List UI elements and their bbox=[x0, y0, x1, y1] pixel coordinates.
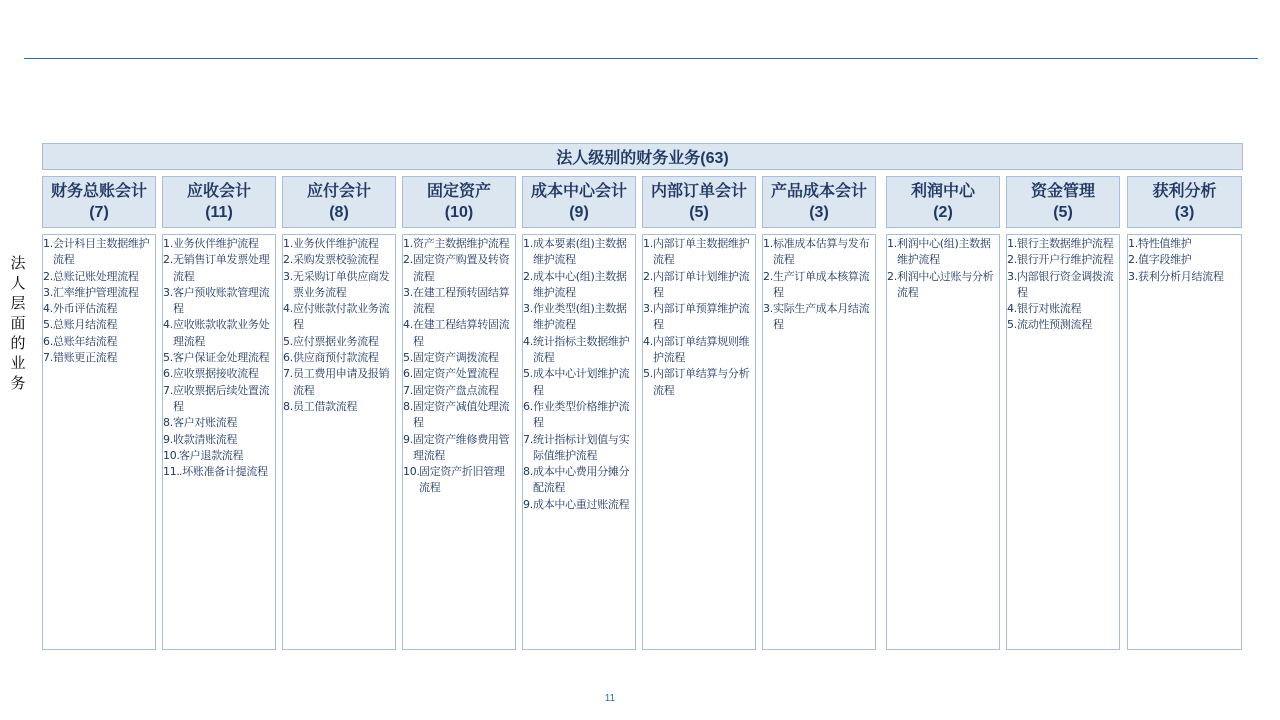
process-list-item: 6. 供应商预付款流程 bbox=[283, 351, 379, 365]
process-item-text: 成本中心费用分摊分配流程 bbox=[533, 465, 630, 495]
category-header bbox=[42, 176, 156, 228]
process-list-item: 1. 内部订单主数据维护流程 bbox=[643, 237, 750, 267]
process-list-item: 2. 总账记账处理流程 bbox=[43, 269, 139, 283]
process-item-text: .坏账准备计提流程 bbox=[179, 465, 268, 479]
process-item-text: 成本中心计划维护流程 bbox=[533, 367, 630, 397]
process-list-item: 8. 固定资产减值处理流程 bbox=[403, 399, 510, 430]
process-list-box bbox=[162, 234, 276, 650]
process-item-text: 客户预收账款管理流程 bbox=[173, 285, 270, 316]
process-list-box bbox=[1127, 234, 1242, 650]
process-item-text: 流动性预测流程 bbox=[1017, 318, 1092, 332]
process-list-item: 6. 应收票据接收流程 bbox=[163, 367, 259, 381]
process-list-item: 10. 固定资产折旧管理流程 bbox=[403, 465, 505, 495]
process-item-text: 总账年结流程 bbox=[53, 334, 118, 348]
process-item-text: 统计指标主数据维护流程 bbox=[533, 334, 630, 365]
process-list-item: 4. 外币评估流程 bbox=[43, 302, 118, 316]
process-item-text: 外币评估流程 bbox=[53, 302, 118, 316]
category-title: 获利分析 bbox=[1152, 183, 1217, 200]
category-title: 资金管理 bbox=[1030, 183, 1095, 200]
process-list-item: 8. 员工借款流程 bbox=[283, 399, 358, 413]
process-item-text: 实际生产成本月结流程 bbox=[773, 302, 870, 332]
banner-title: 法人级别的财务业务(63) bbox=[42, 143, 1243, 170]
category-header bbox=[1127, 176, 1242, 228]
process-item-text: 标准成本估算与发布流程 bbox=[773, 237, 870, 267]
category-header bbox=[762, 176, 876, 228]
process-item-text: 固定资产维修费用管理流程 bbox=[413, 432, 510, 462]
process-list-box bbox=[402, 234, 516, 650]
process-item-text: 成本要素(组)主数据维护流程 bbox=[533, 237, 627, 267]
side-label-char: 层 bbox=[10, 294, 26, 312]
process-list-item: 1. 业务伙伴维护流程 bbox=[283, 237, 379, 250]
process-list-item: 4. 应付账款付款业务流程 bbox=[283, 302, 390, 332]
side-label-char: 务 bbox=[10, 374, 26, 392]
process-list-item: 6. 总账年结流程 bbox=[43, 334, 118, 348]
process-item-text: 固定资产减值处理流程 bbox=[413, 399, 510, 430]
process-list-item: 9. 收款清账流程 bbox=[163, 432, 238, 446]
process-list-item: 8. 客户对账流程 bbox=[163, 416, 238, 430]
process-list-box bbox=[762, 234, 876, 650]
process-item-text: 总账月结流程 bbox=[53, 318, 118, 332]
category-header bbox=[522, 176, 636, 228]
process-item-text: 利润中心(组)主数据维护流程 bbox=[897, 237, 991, 267]
process-item-text: 内部订单计划维护流程 bbox=[653, 269, 750, 299]
process-item-text: 作业类型(组)主数据维护流程 bbox=[533, 302, 627, 332]
process-item-text: 业务伙伴维护流程 bbox=[293, 237, 379, 250]
category-title: 产品成本会计 bbox=[770, 183, 867, 200]
process-list-item: 2. 值字段维护 bbox=[1128, 253, 1192, 267]
process-item-text: 收款清账流程 bbox=[173, 432, 238, 446]
process-list-item: 4. 在建工程结算转固流程 bbox=[403, 318, 510, 348]
process-item-text: 固定资产购置及转资流程 bbox=[413, 253, 510, 283]
process-list-item: 5. 内部订单结算与分析流程 bbox=[643, 367, 750, 397]
category-header bbox=[886, 176, 1000, 228]
process-list-item: 9. 成本中心重过账流程 bbox=[523, 497, 630, 511]
process-item-text: 内部订单结算与分析流程 bbox=[653, 367, 750, 397]
process-list-item: 2. 银行开户行维护流程 bbox=[1007, 253, 1114, 267]
process-list-item: 5. 流动性预测流程 bbox=[1007, 318, 1092, 332]
process-list-item: 6. 固定资产处置流程 bbox=[403, 367, 499, 381]
category-title: 固定资产 bbox=[426, 183, 491, 200]
process-item-text: 供应商预付款流程 bbox=[293, 351, 379, 365]
process-list-item: 3. 内部订单预算维护流程 bbox=[643, 302, 750, 332]
process-item-text: 在建工程预转固结算流程 bbox=[413, 285, 510, 316]
process-list-item: 7. 应收票据后续处置流程 bbox=[163, 383, 270, 413]
process-list-item: 2. 固定资产购置及转资流程 bbox=[403, 253, 510, 283]
side-label-char: 面 bbox=[10, 314, 26, 332]
process-item-text: 应收票据后续处置流程 bbox=[173, 383, 270, 413]
category-header bbox=[402, 176, 516, 228]
process-item-text: 在建工程结算转固流程 bbox=[413, 318, 510, 348]
category-count: (5) bbox=[689, 204, 709, 221]
category-title: 利润中心 bbox=[910, 183, 975, 200]
category-title: 财务总账会计 bbox=[50, 183, 147, 200]
process-list-item: 4. 应收账款收款业务处理流程 bbox=[163, 318, 270, 348]
process-item-text: 银行对账流程 bbox=[1017, 302, 1082, 316]
category-title: 应收会计 bbox=[186, 183, 251, 200]
top-divider bbox=[24, 58, 1258, 59]
process-list-item: 1. 会计科目主数据维护流程 bbox=[43, 237, 150, 267]
process-item-text: 值字段维护 bbox=[1138, 253, 1192, 267]
process-item-text: 统计指标计划值与实际值维护流程 bbox=[533, 432, 630, 462]
category-title: 成本中心会计 bbox=[530, 183, 627, 200]
process-list-box bbox=[522, 234, 636, 650]
category-header bbox=[642, 176, 756, 228]
category-column bbox=[1006, 176, 1120, 650]
process-item-text: 固定资产盘点流程 bbox=[413, 383, 499, 397]
process-item-text: 业务伙伴维护流程 bbox=[173, 237, 259, 250]
category-header bbox=[162, 176, 276, 228]
category-count: (7) bbox=[89, 204, 109, 221]
process-item-text: 银行开户行维护流程 bbox=[1017, 253, 1114, 267]
process-list-item: 3. 获利分析月结流程 bbox=[1128, 269, 1224, 283]
process-list-item: 2. 无销售订单发票处理流程 bbox=[163, 253, 270, 283]
process-item-text: 资产主数据维护流程 bbox=[413, 237, 510, 250]
process-list-item: 8. 成本中心费用分摊分配流程 bbox=[523, 465, 630, 495]
category-column bbox=[886, 176, 1000, 650]
process-item-text: 总账记账处理流程 bbox=[53, 269, 139, 283]
process-item-text: 固定资产处置流程 bbox=[413, 367, 499, 381]
process-list-item: 1. 标准成本估算与发布流程 bbox=[763, 237, 870, 267]
side-label-char: 人 bbox=[10, 274, 26, 292]
process-list-item: 3. 无采购订单供应商发票业务流程 bbox=[283, 269, 390, 299]
process-item-text: 内部订单主数据维护流程 bbox=[653, 237, 750, 267]
process-list-box bbox=[42, 234, 156, 650]
process-item-text: 采购发票校验流程 bbox=[293, 253, 379, 267]
process-item-text: 无采购订单供应商发票业务流程 bbox=[293, 269, 390, 299]
process-list-box bbox=[1006, 234, 1120, 650]
side-label bbox=[8, 253, 28, 393]
process-item-text: 银行主数据维护流程 bbox=[1017, 237, 1114, 250]
process-item-text: 固定资产折旧管理流程 bbox=[419, 465, 505, 495]
process-item-text: 应付账款付款业务流程 bbox=[293, 302, 390, 332]
category-column bbox=[522, 176, 636, 650]
process-item-text: 应收票据接收流程 bbox=[173, 367, 259, 381]
process-item-text: 内部订单预算维护流程 bbox=[653, 302, 750, 332]
category-count: (9) bbox=[569, 204, 589, 221]
category-column bbox=[42, 176, 156, 650]
side-label-char: 的 bbox=[10, 334, 26, 352]
side-label-char: 业 bbox=[10, 354, 26, 372]
process-list-item: 7. 错账更正流程 bbox=[43, 351, 118, 365]
category-column bbox=[1127, 176, 1242, 650]
process-list-item: 11. .坏账准备计提流程 bbox=[163, 465, 268, 479]
process-item-text: 员工借款流程 bbox=[293, 399, 358, 413]
process-list-item: 3. 在建工程预转固结算流程 bbox=[403, 285, 510, 316]
process-list-item: 2. 成本中心(组)主数据维护流程 bbox=[523, 269, 627, 299]
process-list-item: 5. 固定资产调拨流程 bbox=[403, 351, 499, 365]
category-count: (3) bbox=[809, 204, 829, 221]
process-item-text: 作业类型价格维护流程 bbox=[533, 399, 630, 430]
category-count: (11) bbox=[205, 204, 233, 221]
process-item-text: 成本中心(组)主数据维护流程 bbox=[533, 269, 627, 299]
process-list-item: 1. 利润中心(组)主数据维护流程 bbox=[887, 237, 991, 267]
category-count: (2) bbox=[933, 204, 953, 221]
process-item-text: 获利分析月结流程 bbox=[1138, 269, 1224, 283]
category-count: (3) bbox=[1174, 204, 1195, 221]
process-list-item: 1. 资产主数据维护流程 bbox=[403, 237, 510, 250]
page-number: 11 bbox=[604, 693, 616, 704]
process-list-item: 1. 特性值维护 bbox=[1128, 237, 1192, 250]
category-header bbox=[282, 176, 396, 228]
process-item-text: 利润中心过账与分析流程 bbox=[897, 269, 994, 299]
process-list-item: 3. 客户预收账款管理流程 bbox=[163, 285, 270, 316]
process-item-text: 特性值维护 bbox=[1138, 237, 1192, 250]
process-list-item: 1. 业务伙伴维护流程 bbox=[163, 237, 259, 250]
process-item-text: 客户保证金处理流程 bbox=[173, 351, 270, 365]
process-list-item: 3. 作业类型(组)主数据维护流程 bbox=[523, 302, 627, 332]
process-list-item: 10. 客户退款流程 bbox=[163, 448, 244, 462]
process-item-text: 无销售订单发票处理流程 bbox=[173, 253, 270, 283]
category-title: 应付会计 bbox=[306, 183, 371, 200]
process-item-text: 成本中心重过账流程 bbox=[533, 497, 630, 511]
process-list-item: 7. 员工费用申请及报销流程 bbox=[283, 367, 390, 397]
category-column bbox=[642, 176, 756, 650]
process-list-item: 6. 作业类型价格维护流程 bbox=[523, 399, 630, 430]
process-list-item: 4. 银行对账流程 bbox=[1007, 302, 1082, 316]
process-item-text: 固定资产调拨流程 bbox=[413, 351, 499, 365]
process-list-item: 5. 成本中心计划维护流程 bbox=[523, 367, 630, 397]
process-list-item: 3. 内部银行资金调拨流程 bbox=[1007, 269, 1114, 299]
category-column bbox=[402, 176, 516, 650]
process-list-item: 3. 实际生产成本月结流程 bbox=[763, 302, 870, 332]
process-list-item: 3. 汇率维护管理流程 bbox=[43, 285, 139, 299]
category-title: 内部订单会计 bbox=[650, 183, 747, 200]
process-list-item: 2. 生产订单成本核算流程 bbox=[763, 269, 870, 299]
process-item-text: 应收账款收款业务处理流程 bbox=[173, 318, 270, 348]
process-list-box bbox=[886, 234, 1000, 650]
process-list-item: 1. 银行主数据维护流程 bbox=[1007, 237, 1114, 250]
process-item-text: 员工费用申请及报销流程 bbox=[293, 367, 390, 397]
process-item-text: 应付票据业务流程 bbox=[293, 334, 379, 348]
category-count: (8) bbox=[329, 204, 349, 221]
category-count: (10) bbox=[444, 204, 474, 221]
process-list-item: 1. 成本要素(组)主数据维护流程 bbox=[523, 237, 627, 267]
process-list-item: 2. 利润中心过账与分析流程 bbox=[887, 269, 994, 299]
process-item-text: 会计科目主数据维护流程 bbox=[53, 237, 150, 267]
category-column bbox=[162, 176, 276, 650]
process-list-item: 4. 内部订单结算规则维护流程 bbox=[643, 334, 750, 365]
process-item-text: 内部订单结算规则维护流程 bbox=[653, 334, 750, 365]
process-list-item: 2. 采购发票校验流程 bbox=[283, 253, 379, 267]
process-list-item: 2. 内部订单计划维护流程 bbox=[643, 269, 750, 299]
process-list-item: 7. 统计指标计划值与实际值维护流程 bbox=[523, 432, 630, 462]
process-item-text: 客户退款流程 bbox=[179, 448, 244, 462]
process-list-item: 5. 应付票据业务流程 bbox=[283, 334, 379, 348]
process-item-text: 客户对账流程 bbox=[173, 416, 238, 430]
process-list-item: 5. 总账月结流程 bbox=[43, 318, 118, 332]
process-list-box bbox=[282, 234, 396, 650]
category-column bbox=[762, 176, 876, 650]
category-column bbox=[282, 176, 396, 650]
category-count: (5) bbox=[1053, 204, 1073, 221]
process-list-item: 5. 客户保证金处理流程 bbox=[163, 351, 270, 365]
category-header bbox=[1006, 176, 1120, 228]
process-list-item: 9. 固定资产维修费用管理流程 bbox=[403, 432, 510, 462]
process-item-text: 错账更正流程 bbox=[53, 351, 118, 365]
process-item-text: 生产订单成本核算流程 bbox=[773, 269, 870, 299]
process-list-item: 7. 固定资产盘点流程 bbox=[403, 383, 499, 397]
process-list-box bbox=[642, 234, 756, 650]
process-list-item: 4. 统计指标主数据维护流程 bbox=[523, 334, 630, 365]
process-item-text: 内部银行资金调拨流程 bbox=[1017, 269, 1114, 299]
side-label-char: 法 bbox=[10, 254, 26, 272]
process-item-text: 汇率维护管理流程 bbox=[53, 285, 139, 299]
